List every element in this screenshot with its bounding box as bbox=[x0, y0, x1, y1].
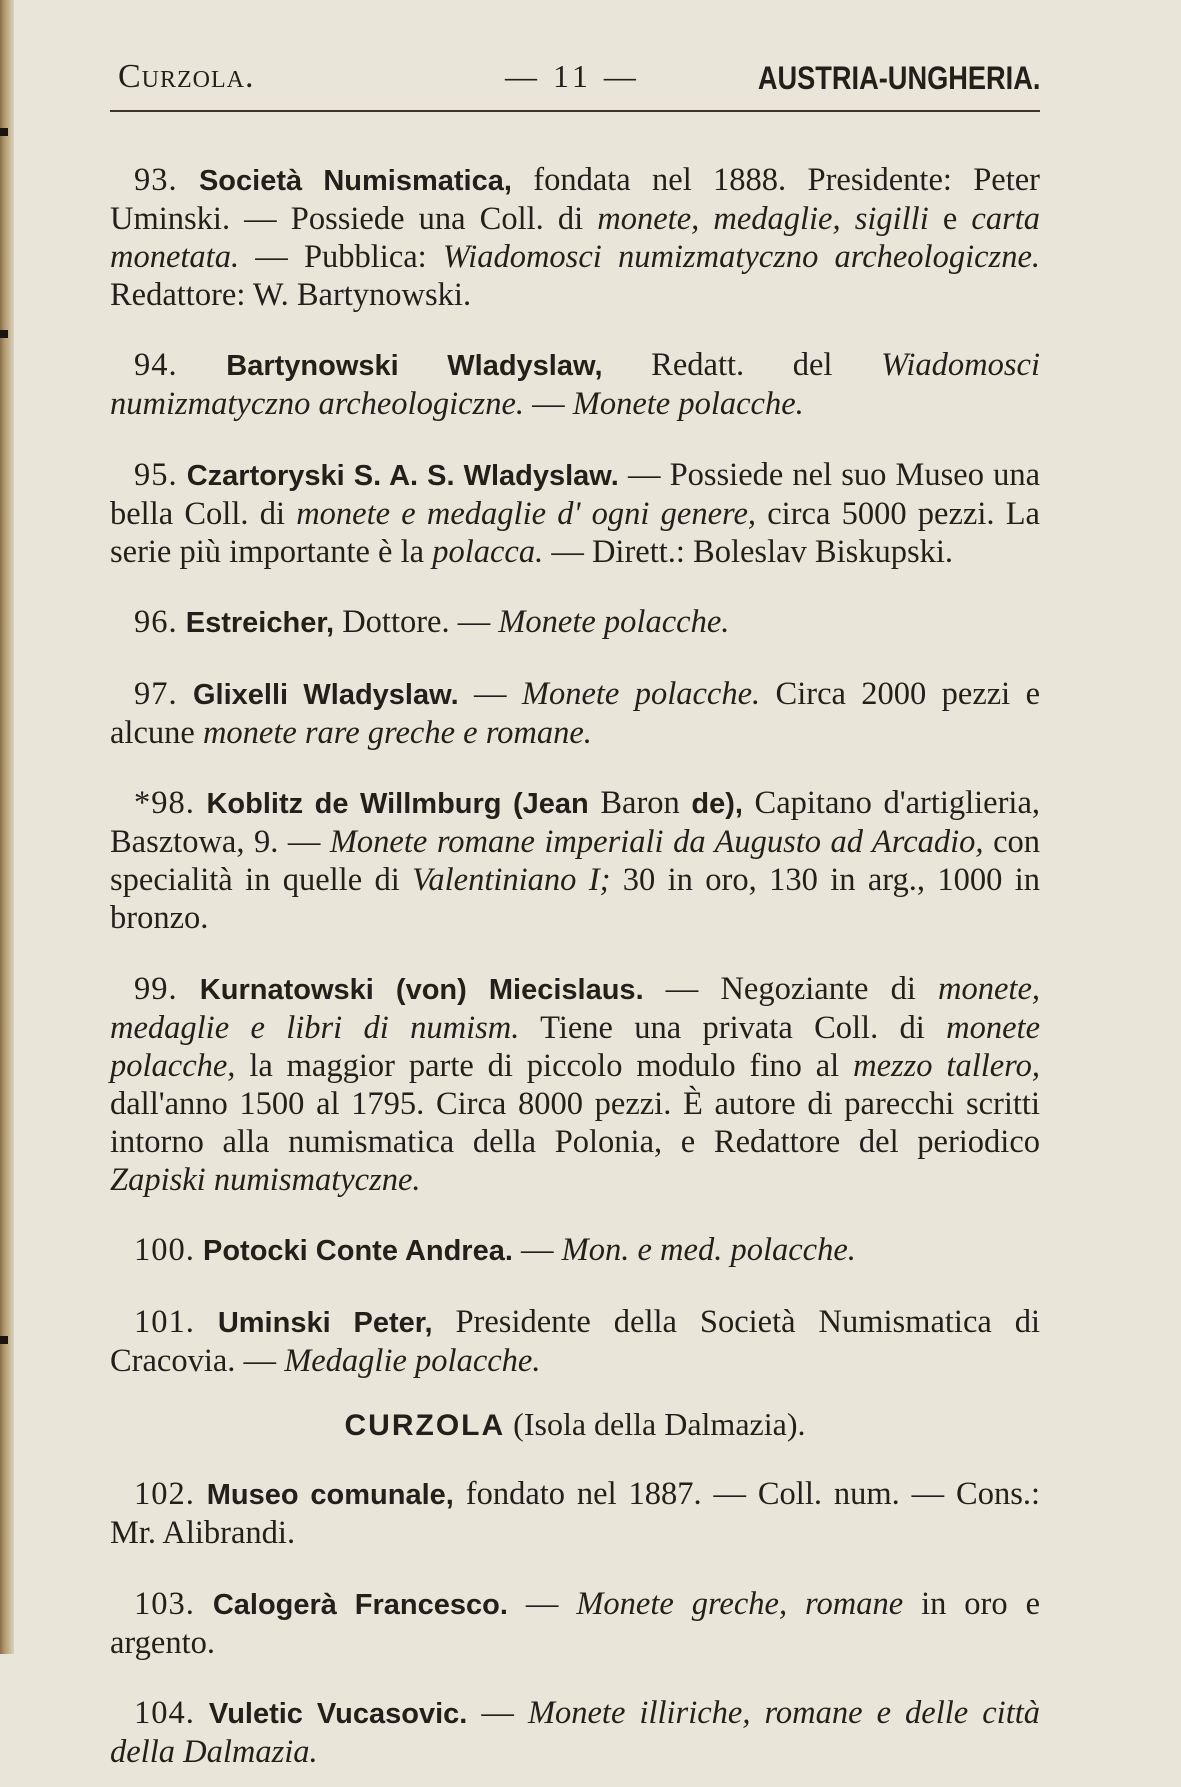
book-spine-edge bbox=[0, 0, 14, 1654]
entry-text: 30 in oro, 130 in arg., 1000 in bronzo. bbox=[110, 862, 1040, 936]
entry-name: Czartoryski S. A. S. Wladyslaw. bbox=[186, 459, 619, 492]
entry-italic-text: Wiadomosci numizmatyczno archeologiczne. bbox=[110, 347, 1040, 422]
entry bbox=[110, 1475, 1040, 1552]
entry-text: Capitano d'artiglieria, Basztowa, 9. — bbox=[110, 785, 1041, 860]
entry-text: fondata nel 1888. Presidente: Peter Uminski. — Possiede una Coll. di bbox=[110, 161, 1041, 237]
entry-text: dall'anno 1500 al 1795. Circa 8000 pezzi. È autore di parecchi scritti intorno alla numismatica della Polonia, e Redattore del periodico bbox=[110, 1085, 1040, 1160]
entry-italic-text: Zapiski numismatyczne. bbox=[110, 1161, 421, 1198]
entry-name: Calogerà Francesco. bbox=[212, 1588, 508, 1621]
page-number: — 11 — bbox=[505, 58, 640, 94]
entry-italic-text: Wiadomosci numizmatyczno archeologiczne. bbox=[442, 238, 1040, 275]
header-left: Curzola. bbox=[118, 58, 255, 95]
entry-number: 95. bbox=[134, 456, 178, 493]
entry-italic-text: Monete greche, romane bbox=[576, 1585, 904, 1622]
entry-number: 101. bbox=[134, 1303, 195, 1340]
entry-italic-text: Mon. e med. polacche. bbox=[561, 1232, 856, 1268]
entry-number: 102. bbox=[134, 1476, 195, 1512]
entry-italic-text: monete, medaglie, sigilli bbox=[597, 200, 929, 237]
entry-italic-text: monete polacche, bbox=[110, 1009, 1040, 1084]
entry-text: in oro e argento. bbox=[110, 1585, 1040, 1661]
entry-italic-text: monete e medaglie d' ogni genere, bbox=[296, 495, 757, 532]
entry bbox=[110, 675, 1040, 752]
entry-italic-text: monete, medaglie e libri di numism. bbox=[110, 970, 1041, 1046]
entry-italic-text: mezzo tallero, bbox=[853, 1047, 1040, 1084]
spine-mark bbox=[0, 330, 8, 338]
entry-italic-text: Valentiniano I; bbox=[412, 862, 611, 898]
entry-name: Bartynowski Wladyslaw, bbox=[226, 350, 603, 382]
entry-text: circa 5000 pezzi. La serie più importante è la bbox=[110, 495, 1040, 570]
entry-text: Presidente della Società Numismatica di Cracovia. — bbox=[110, 1303, 1041, 1379]
entry-text: Redattore: W. Bartynowski. bbox=[110, 276, 472, 313]
running-header bbox=[110, 40, 1040, 112]
entry-text: con specialità in quelle di bbox=[110, 824, 1040, 898]
entries-list-curzola bbox=[110, 1475, 1040, 1771]
entry-text: — bbox=[458, 675, 522, 712]
entry-text: — Negoziante di bbox=[643, 970, 939, 1007]
entry bbox=[110, 161, 1040, 314]
entry-italic-text: Monete illiriche, romane e delle città della Dalmazia. bbox=[110, 1695, 1041, 1770]
entry-name-part: de), bbox=[691, 788, 743, 820]
entry-italic-text: monete rare greche e romane. bbox=[202, 714, 592, 751]
entry-number: 100. bbox=[134, 1232, 195, 1268]
entry-italic-text: Medaglie polacche. bbox=[284, 1342, 541, 1379]
entry-text: — Pubblica: bbox=[239, 238, 443, 275]
section-name: CURZOLA bbox=[344, 1408, 506, 1442]
entry bbox=[110, 1585, 1040, 1662]
entry-number: 104. bbox=[134, 1695, 195, 1731]
section-heading bbox=[110, 1406, 1040, 1443]
entry bbox=[110, 970, 1040, 1199]
entry-text: Dottore. — bbox=[334, 604, 499, 640]
entry bbox=[110, 603, 1040, 642]
entry bbox=[110, 1303, 1040, 1380]
entry-name: Koblitz de Willmburg (Jean bbox=[206, 788, 589, 820]
section-subtitle: (Isola della Dalmazia). bbox=[505, 1405, 806, 1442]
entry-text: — bbox=[512, 1232, 562, 1268]
spine-mark bbox=[0, 1336, 8, 1344]
book-page bbox=[110, 40, 1040, 1787]
entry-italic-text: Monete polacche. bbox=[521, 675, 761, 712]
entry-name: Vuletic Vucasovic. bbox=[208, 1698, 468, 1730]
entry-text: Tiene una privata Coll. di bbox=[519, 1009, 947, 1046]
entry-number: 99. bbox=[134, 970, 178, 1007]
entry-name: Kurnatowski (von) Miecislaus. bbox=[199, 973, 644, 1006]
entry-italic-text: Monete romane imperiali da Augusto ad Arcadio, bbox=[329, 824, 984, 860]
entry-italic-text: Monete polacche. bbox=[572, 386, 804, 422]
entry-text: Redatt. del bbox=[602, 347, 882, 383]
entry-text: — Possiede nel suo Museo una bella Coll. di bbox=[110, 456, 1040, 532]
entry bbox=[110, 456, 1040, 571]
entry-italic-text: Monete polacche. bbox=[498, 604, 730, 640]
entry-number: 97. bbox=[134, 675, 178, 712]
entry-text: — bbox=[507, 1585, 577, 1622]
entry-name: Uminski Peter, bbox=[217, 1306, 433, 1339]
entry-name: Potocki Conte Andrea. bbox=[203, 1235, 513, 1267]
entry-name: Museo comunale, bbox=[206, 1479, 454, 1511]
entry-text: Baron bbox=[588, 785, 692, 821]
entry-number: 103. bbox=[134, 1585, 195, 1622]
entry-text: la maggior parte di piccolo modulo fino al bbox=[235, 1047, 854, 1084]
entry-name: Società Numismatica, bbox=[198, 164, 512, 197]
entry-text: — Dirett.: Boleslav Biskupski. bbox=[543, 533, 954, 570]
entry-name: Glixelli Wladyslaw. bbox=[193, 678, 459, 711]
entry-number: 96. bbox=[134, 604, 178, 640]
entry-name: Estreicher, bbox=[185, 607, 335, 639]
entry-italic-text: carta monetata. bbox=[110, 200, 1040, 275]
entry-italic-text: polacca. bbox=[432, 533, 544, 570]
spine-mark bbox=[0, 128, 8, 136]
entry-text: fondato nel 1887. — Coll. num. — Cons.: Mr. Alibrandi. bbox=[110, 1476, 1041, 1551]
entry bbox=[110, 784, 1040, 937]
entry bbox=[110, 1694, 1040, 1771]
entry-text: Circa 2000 pezzi e alcune bbox=[110, 675, 1041, 751]
entry-number: 94. bbox=[134, 347, 178, 383]
entries-list bbox=[110, 112, 1040, 1380]
entry bbox=[110, 346, 1040, 423]
entry-text: — bbox=[467, 1695, 528, 1731]
entry-number: *98. bbox=[134, 785, 195, 821]
entry-text: e bbox=[928, 200, 972, 237]
entry-text: — bbox=[524, 386, 573, 422]
entry bbox=[110, 1231, 1040, 1270]
entry-number: 93. bbox=[134, 161, 178, 198]
header-right: AUSTRIA-UNGHERIA. bbox=[757, 60, 1040, 96]
